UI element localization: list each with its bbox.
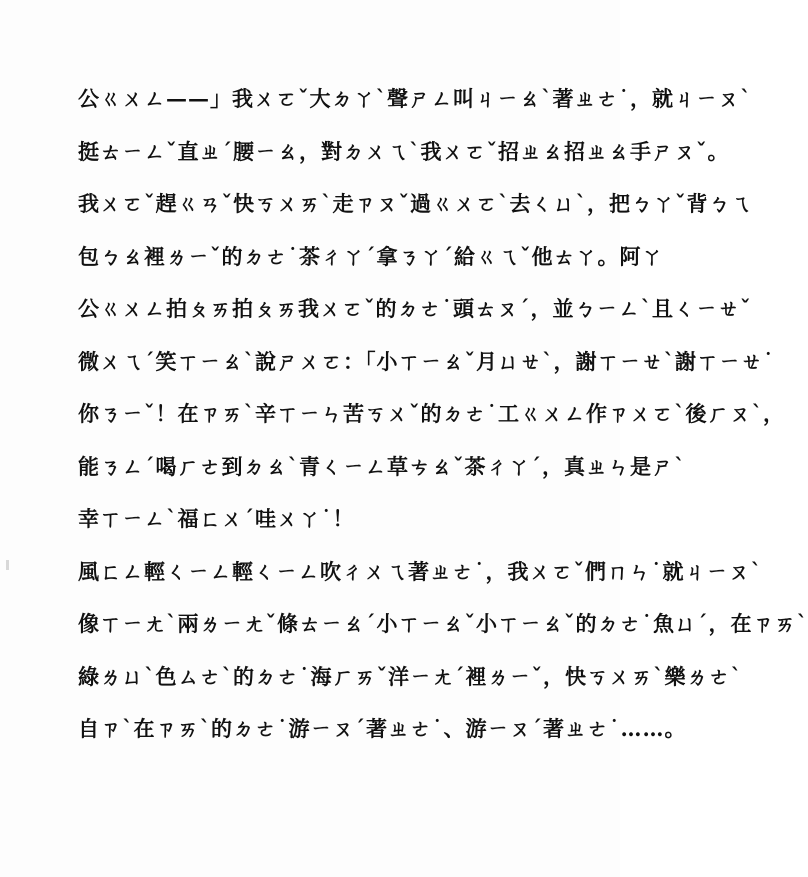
text-line: 公ㄍㄨㄥ——」我ㄨㄛˇ大ㄉㄚˋ聲ㄕㄥ叫ㄐㄧㄠˋ著ㄓㄜ˙，就ㄐㄧㄡˋ bbox=[78, 86, 752, 111]
text-line: 你ㄋㄧˇ！在ㄗㄞˋ辛ㄒㄧㄣ苦ㄎㄨˇ的ㄉㄜ˙工ㄍㄨㄥ作ㄗㄨㄛˋ後ㄏㄡˋ， bbox=[78, 401, 785, 426]
text-line: 風ㄈㄥ輕ㄑㄧㄥ輕ㄑㄧㄥ吹ㄔㄨㄟ著ㄓㄜ˙，我ㄨㄛˇ們ㄇㄣ˙就ㄐㄧㄡˋ bbox=[78, 558, 762, 584]
text-line: 像ㄒㄧㄤˋ兩ㄌㄧㄤˇ條ㄊㄧㄠˊ小ㄒㄧㄠˇ小ㄒㄧㄠˇ的ㄉㄜ˙魚ㄩˊ，在ㄗㄞˋ bbox=[78, 611, 808, 636]
text-line: 公ㄍㄨㄥ拍ㄆㄞ拍ㄆㄞ我ㄨㄛˇ的ㄉㄜ˙頭ㄊㄡˊ，並ㄅㄧㄥˋ且ㄑㄧㄝˇ bbox=[78, 296, 752, 321]
text-line: 幸ㄒㄧㄥˋ福ㄈㄨˊ哇ㄨㄚ˙！ bbox=[78, 506, 355, 531]
text-line: 包ㄅㄠ裡ㄌㄧˇ的ㄉㄜ˙茶ㄔㄚˊ拿ㄋㄚˊ給ㄍㄟˇ他ㄊㄚ。阿ㄚ bbox=[78, 243, 664, 269]
text-line: 綠ㄌㄩˋ色ㄙㄜˋ的ㄉㄜ˙海ㄏㄞˇ洋ㄧㄤˊ裡ㄌㄧˇ，快ㄎㄨㄞˋ樂ㄌㄜˋ bbox=[78, 663, 742, 689]
text-line: 能ㄋㄥˊ喝ㄏㄜ到ㄉㄠˋ青ㄑㄧㄥ草ㄘㄠˇ茶ㄔㄚˊ，真ㄓㄣ是ㄕˋ bbox=[78, 453, 686, 479]
scan-mark bbox=[6, 560, 9, 570]
story-text bbox=[78, 84, 808, 767]
text-line: 自ㄗˋ在ㄗㄞˋ的ㄉㄜ˙游ㄧㄡˊ著ㄓㄜ˙、游ㄧㄡˊ著ㄓㄜ˙……。 bbox=[78, 716, 687, 741]
text-line: 挺ㄊㄧㄥˇ直ㄓˊ腰ㄧㄠ，對ㄉㄨㄟˋ我ㄨㄛˇ招ㄓㄠ招ㄓㄠ手ㄕㄡˇ。 bbox=[78, 138, 730, 164]
text-line: 我ㄨㄛˇ趕ㄍㄢˇ快ㄎㄨㄞˋ走ㄗㄡˇ過ㄍㄨㄛˋ去ㄑㄩˋ，把ㄅㄚˇ背ㄅㄟ bbox=[78, 191, 753, 216]
text-line: 微ㄨㄟˊ笑ㄒㄧㄠˋ說ㄕㄨㄛ：「小ㄒㄧㄠˇ月ㄩㄝˋ，謝ㄒㄧㄝˋ謝ㄒㄧㄝ˙ bbox=[78, 348, 775, 374]
